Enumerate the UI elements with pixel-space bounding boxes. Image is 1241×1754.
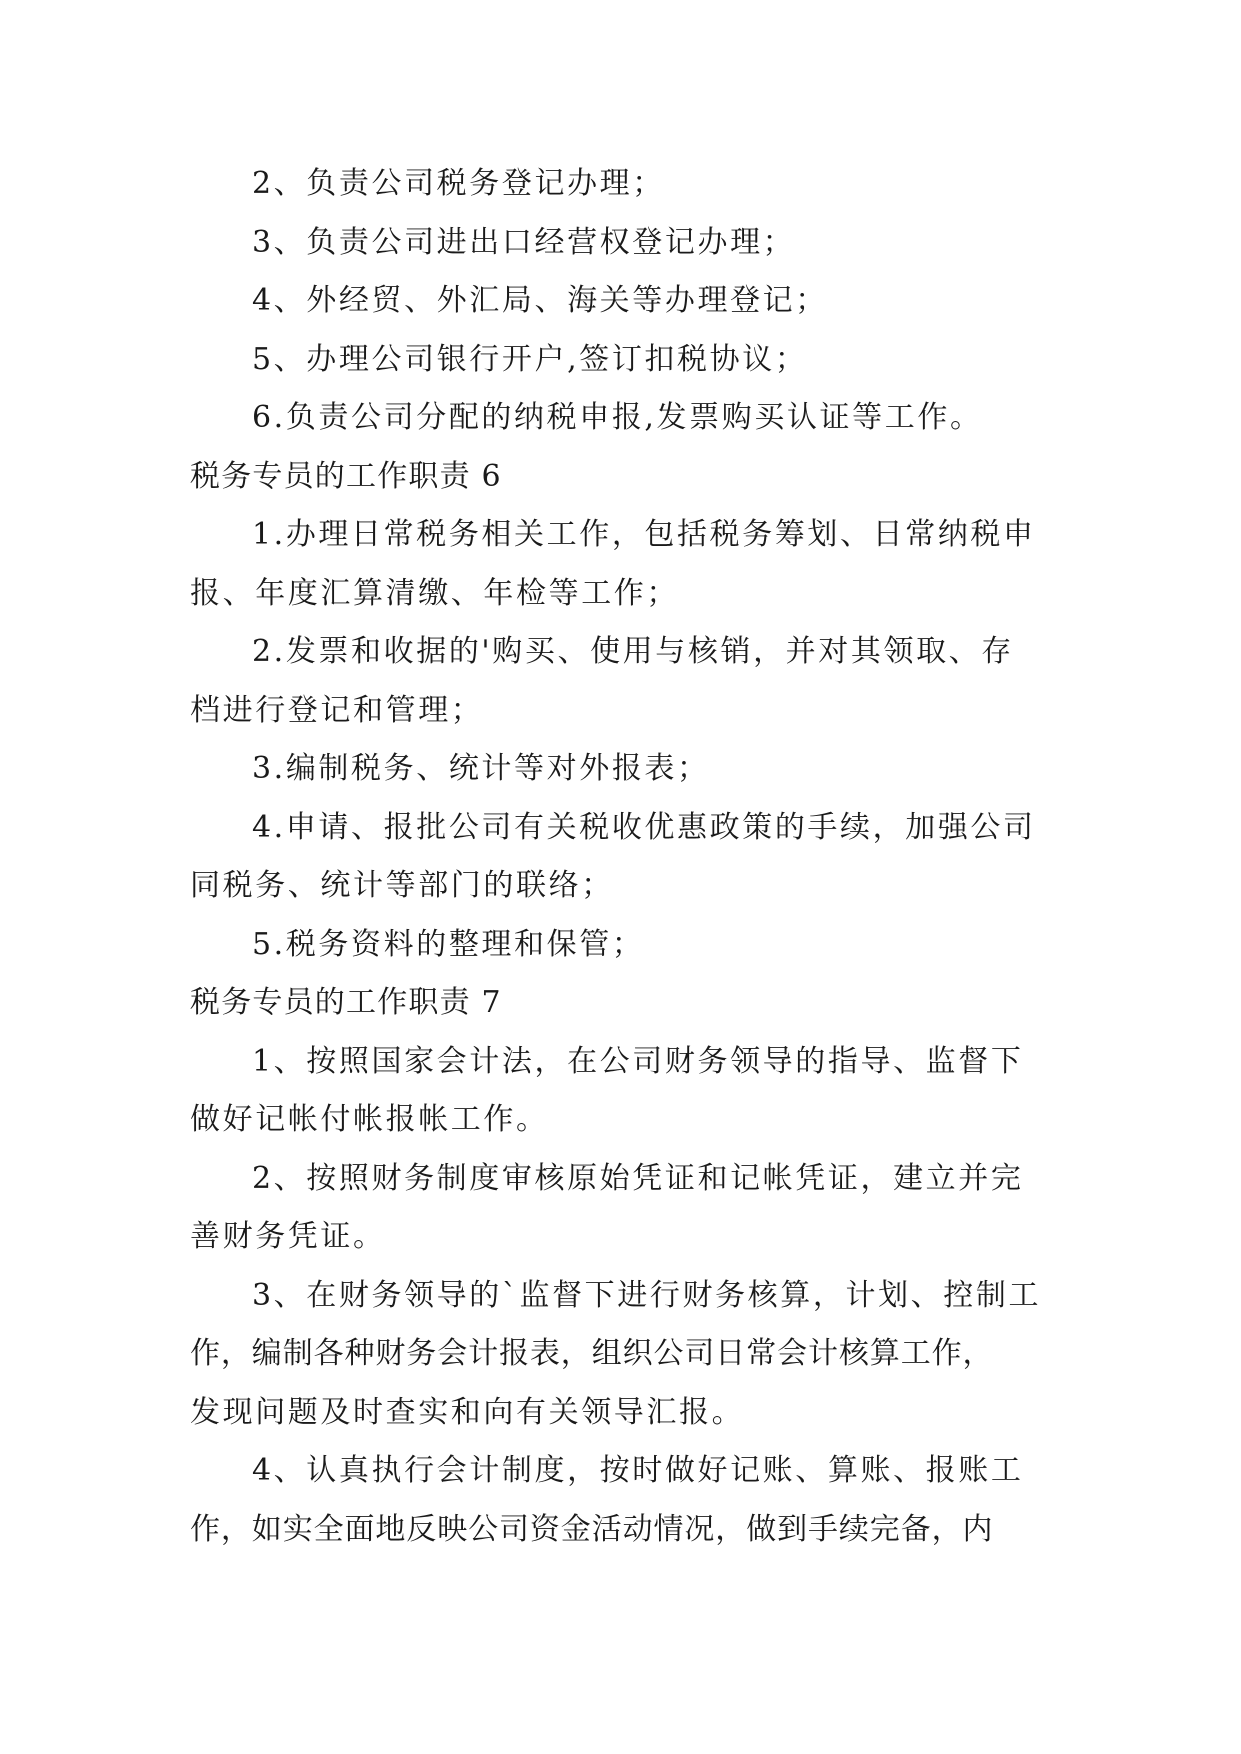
text-line: 作，编制各种财务会计报表，组织公司日常会计核算工作， bbox=[190, 1336, 994, 1371]
text-line: 1、按照国家会计法，在公司财务领导的指导、监督下 bbox=[252, 1043, 1024, 1079]
text-line: 5、办理公司银行开户,签订扣税协议； bbox=[252, 341, 808, 377]
text-line: 3.编制税务、统计等对外报表； bbox=[252, 751, 710, 786]
text-line: 2.发票和收据的'购买、使用与核销，并对其领取、存 bbox=[252, 634, 1014, 669]
text-line: 善财务凭证。 bbox=[190, 1219, 386, 1254]
text-line: 2、按照财务制度审核原始凭证和记帐凭证，建立并完 bbox=[252, 1160, 1024, 1196]
text-line: 6.负责公司分配的纳税申报,发票购买认证等工作。 bbox=[252, 400, 983, 435]
section-heading: 税务专员的工作职责 7 bbox=[190, 985, 502, 1020]
text-line: 作，如实全面地反映公司资金活动情况，做到手续完备，内 bbox=[190, 1511, 994, 1547]
text-line: 3、负责公司进出口经营权登记办理； bbox=[252, 224, 796, 260]
text-line: 4、认真执行会计制度，按时做好记账、算账、报账工 bbox=[252, 1453, 1024, 1488]
text-line: 5.税务资料的整理和保管； bbox=[252, 926, 645, 962]
text-line: 2、负责公司税务登记办理； bbox=[252, 166, 665, 201]
text-line: 4、外经贸、外汇局、海关等办理登记； bbox=[252, 283, 828, 318]
text-line: 报、年度汇算清缴、年检等工作； bbox=[190, 575, 679, 611]
text-line: 3、在财务领导的`监督下进行财务核算，计划、控制工 bbox=[252, 1277, 1042, 1313]
text-line: 做好记帐付帐报帐工作。 bbox=[190, 1102, 549, 1137]
text-line: 1.办理日常税务相关工作，包括税务筹划、日常纳税申 bbox=[252, 517, 1036, 552]
text-line: 同税务、统计等部门的联络； bbox=[190, 868, 614, 903]
text-line: 4.申请、报批公司有关税收优惠政策的手续，加强公司 bbox=[252, 809, 1036, 845]
section-heading: 税务专员的工作职责 6 bbox=[190, 458, 502, 494]
text-line: 发现问题及时查实和向有关领导汇报。 bbox=[190, 1394, 745, 1430]
text-line: 档进行登记和管理； bbox=[190, 692, 484, 728]
